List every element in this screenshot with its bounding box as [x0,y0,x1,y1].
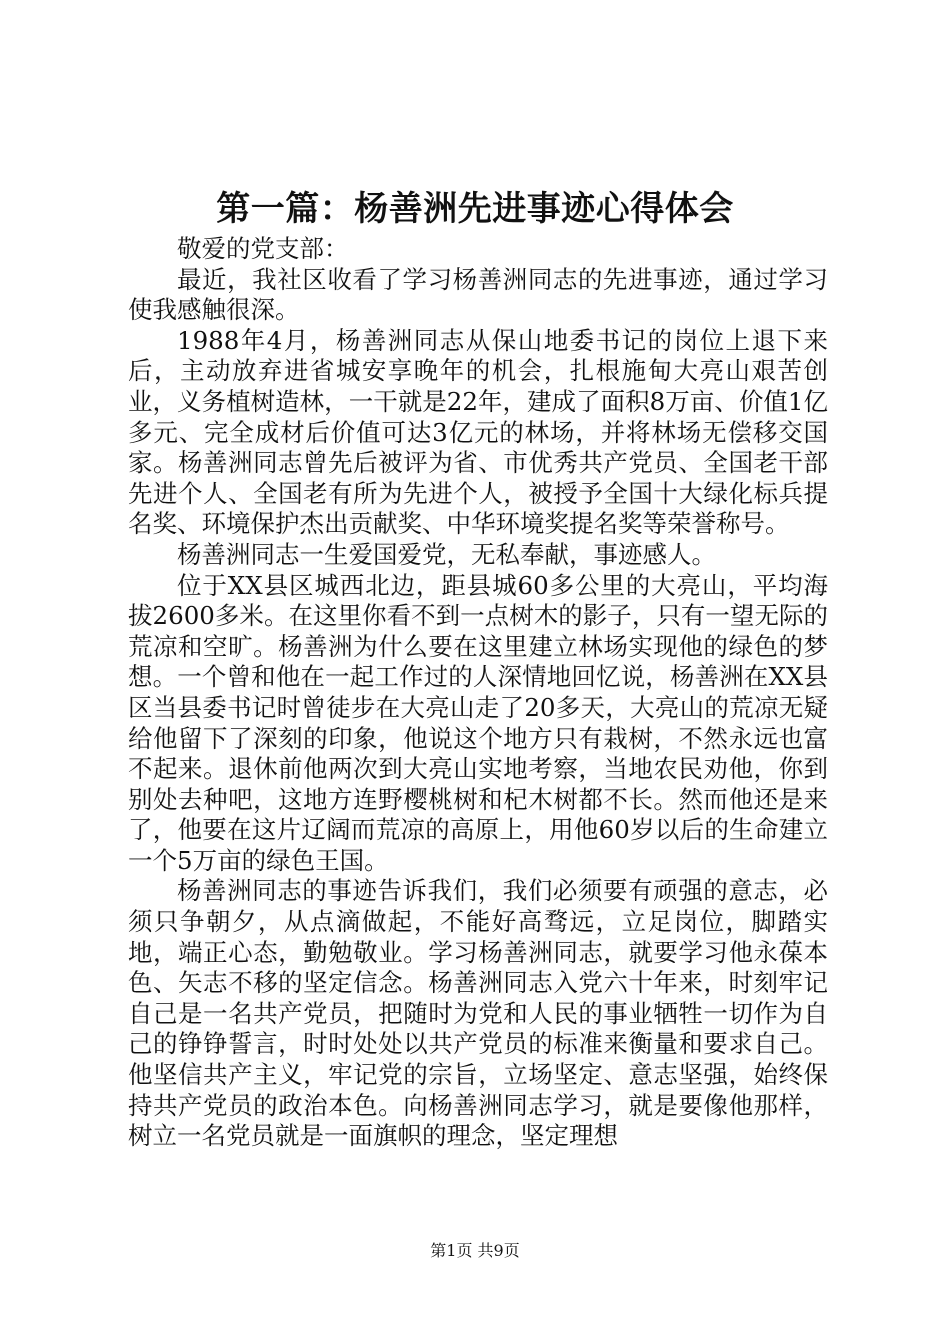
body-paragraph: 杨善洲同志一生爱国爱党，无私奉献，事迹感人。 [177,539,716,569]
document-body [128,234,828,1152]
salutation-paragraph: 敬爱的党支部： [177,234,349,263]
body-paragraph: 位于XX县区城西北边，距县城60多公里的大亮山，平均海拔2600多米。在这里你看不到一点树木的影子，只有一望无际的荒凉和空旷。杨善洲为什么要在这里建立林场实现他的绿色的梦想。一个曾和他在一起工作过的人深情地回忆说，杨善洲在XX县区当县委书记时曾徒步在大亮山走了20多天，大亮山的荒凉无疑给他留下了深刻的印象，他说这个地方只有栽树，不然永远也富不起来。退休前他两次到大亮山实地考察，当地农民劝他，你到别处去种吧，这地方连野樱桃树和杞木树都不长。然而他还是来了，他要在这片辽阔而荒凉的高原上，用他60岁以后的生命建立一个5万亩的绿色王国。 [128,570,828,875]
body-paragraph: 最近，我社区收看了学习杨善洲同志的先进事迹，通过学习使我感触很深。 [128,264,828,325]
page-number-footer: 第1页 共9页 [430,1241,520,1260]
body-paragraph: 1988年4月，杨善洲同志从保山地委书记的岗位上退下来后，主动放弃进省城安享晚年的机会，扎根施甸大亮山艰苦创业，义务植树造林，一干就是22年，建成了面积8万亩、价值1亿多元、完全成材后价值可达3亿元的林场，并将林场无偿移交国家。杨善洲同志曾先后被评为省、市优秀共产党员、全国老干部先进个人、全国老有所为先进个人，被授予全国十大绿化标兵提名奖、环境保护杰出贡献奖、中华环境奖提名奖等荣誉称号。 [128,325,828,539]
body-paragraph: 杨善洲同志的事迹告诉我们，我们必须要有顽强的意志，必须只争朝夕，从点滴做起，不能好高骛远，立足岗位，脚踏实地，端正心态，勤勉敬业。学习杨善洲同志，就要学习他永葆本色、矢志不移的坚定信念。杨善洲同志入党六十年来，时刻牢记自己是一名共产党员，把随时为党和人民的事业牺牲一切作为自己的铮铮誓言，时时处处以共产党员的标准来衡量和要求自己。他坚信共产主义，牢记党的宗旨，立场坚定、意志坚强，始终保持共产党员的政治本色。向杨善洲同志学习，就是要像他那样，树立一名党员就是一面旗帜的理念，坚定理想 [128,876,828,1151]
document-title: 第一篇：杨善洲先进事迹心得体会 [216,189,734,229]
